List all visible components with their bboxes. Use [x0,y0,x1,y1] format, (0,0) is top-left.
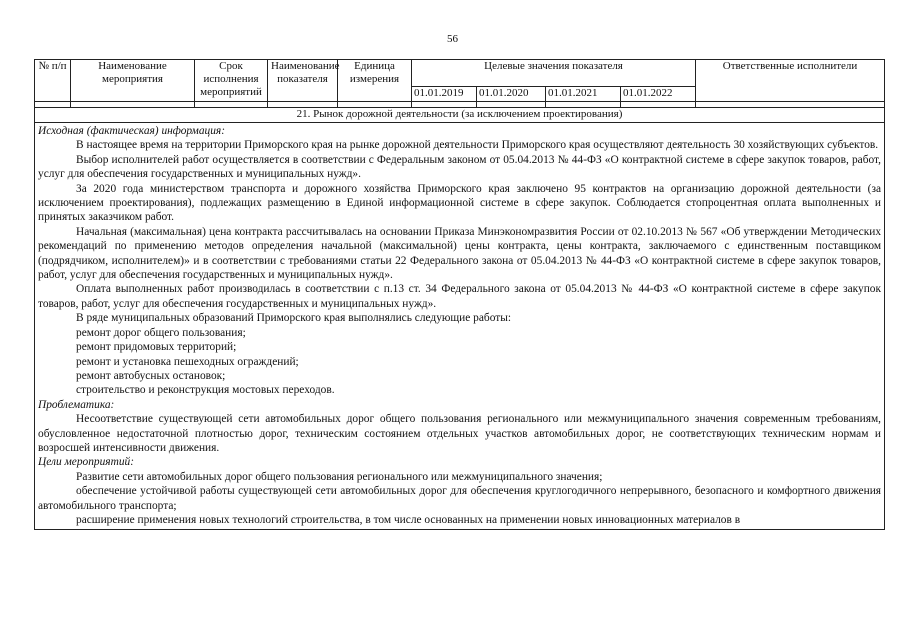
paragraph: В настоящее время на территории Приморского края на рынке дорожной деятельности Приморского края осуществляют деятельность 30 хозяйствующих субъектов. [76,139,879,152]
page-number: 56 [447,33,458,45]
header-num: № п/п [35,60,71,102]
content-row [35,123,885,530]
header-term: Срок исполнения мероприятий [195,60,268,102]
list-item: ремонт автобусных остановок; [76,369,226,382]
year-2019: 01.01.2019 [412,87,477,102]
paragraph: расширение применения новых технологий строительства, в том числе основанных на применении новых инновационных материалов в [76,513,741,526]
list-item: ремонт придомовых территорий; [76,341,237,354]
paragraph: Несоответствие существующей сети автомобильных дорог общего пользования регионального или межмуниципального значения современным требованиям, обусловленное недостаточной плотностью дорог, техническим состоянием отдельных участков автомобильных дорог, не соответствующих техническим нормам и возросшей интенсивности движения. [38,413,882,454]
section-subheading: Исходная (фактическая) информация: [38,125,225,137]
section-content [35,123,885,530]
header-row [35,60,885,87]
section-subheading: Проблематика: [38,398,115,411]
year-2021: 01.01.2021 [546,87,621,102]
section-title: 21. Рынок дорожной деятельности (за исключением проектирования) [35,108,885,123]
list-item: ремонт дорог общего пользования; [76,326,246,339]
paragraph: В ряде муниципальных образований Приморского края выполнялись следующие работы: [76,312,512,325]
year-2020: 01.01.2020 [477,87,546,102]
paragraph: Начальная (максимальная) цена контракта рассчитывалась на основании Приказа Минэкономразвития России от 02.10.2013 № 567 «Об утверждении Методических рекомендаций по применению методов определения начальной (максимальной) цены контракта, цены контракта, заключаемого с единственным поставщиком (подрядчиком, исполнителем)» и в соответствии с требованиями статьи 22 Федерального закона от 05.04.2013 № 44-ФЗ «О контрактной системе в сфере закупок товаров, работ, услуг для обеспечения государственных и муниципальных нужд». [38,225,882,282]
paragraph: обеспечение устойчивой работы существующей сети автомобильных дорог для обеспечения круглогодичного непрерывного, безопасного и комфортного движения автомобильного транспорта; [38,485,882,512]
header-target-values: Целевые значения показателя [412,60,696,87]
header-responsible: Ответственные исполнители [696,60,885,102]
paragraph: Выбор исполнителей работ осуществляется в соответствии с Федеральным законом от 05.04.2013 № 44-ФЗ «О контрактной системе в сфере закупок товаров, работ, услуг для обеспечения государственных и муниципальных нужд». [38,153,882,181]
paragraph: За 2020 года министерством транспорта и дорожного хозяйства Приморского края заключено 95 контрактов на организацию дорожной деятельности (за исключением проектирования), подлежащих размещению в Единой информационной системе в сфере закупок. Соблюдается стопроцентная оплата выполненных и принятых заказчиком работ. [38,182,882,224]
list-item: строительство и реконструкция мостовых переходов. [76,384,335,397]
header-unit: Единица измерения [338,60,412,102]
paragraph: Оплата выполненных работ производилась в соответствии с п.13 ст. 34 Федерального закона от 05.04.2013 № 44-ФЗ «О контрактной системе в сфере закупок товаров, работ, услуг для обеспечения государственных и муниципальных нужд». [38,283,882,310]
list-item: ремонт и установка пешеходных ограждений; [76,355,299,368]
section-subheading: Цели мероприятий: [38,456,135,469]
header-name: Наименование мероприятия [71,60,195,102]
year-2022: 01.01.2022 [621,87,696,102]
paragraph: Развитие сети автомобильных дорог общего пользования регионального или межмуниципального значения; [76,470,603,483]
header-indicator: Наименование показателя [268,60,338,102]
measures-table [34,59,885,530]
section-row [35,108,885,123]
